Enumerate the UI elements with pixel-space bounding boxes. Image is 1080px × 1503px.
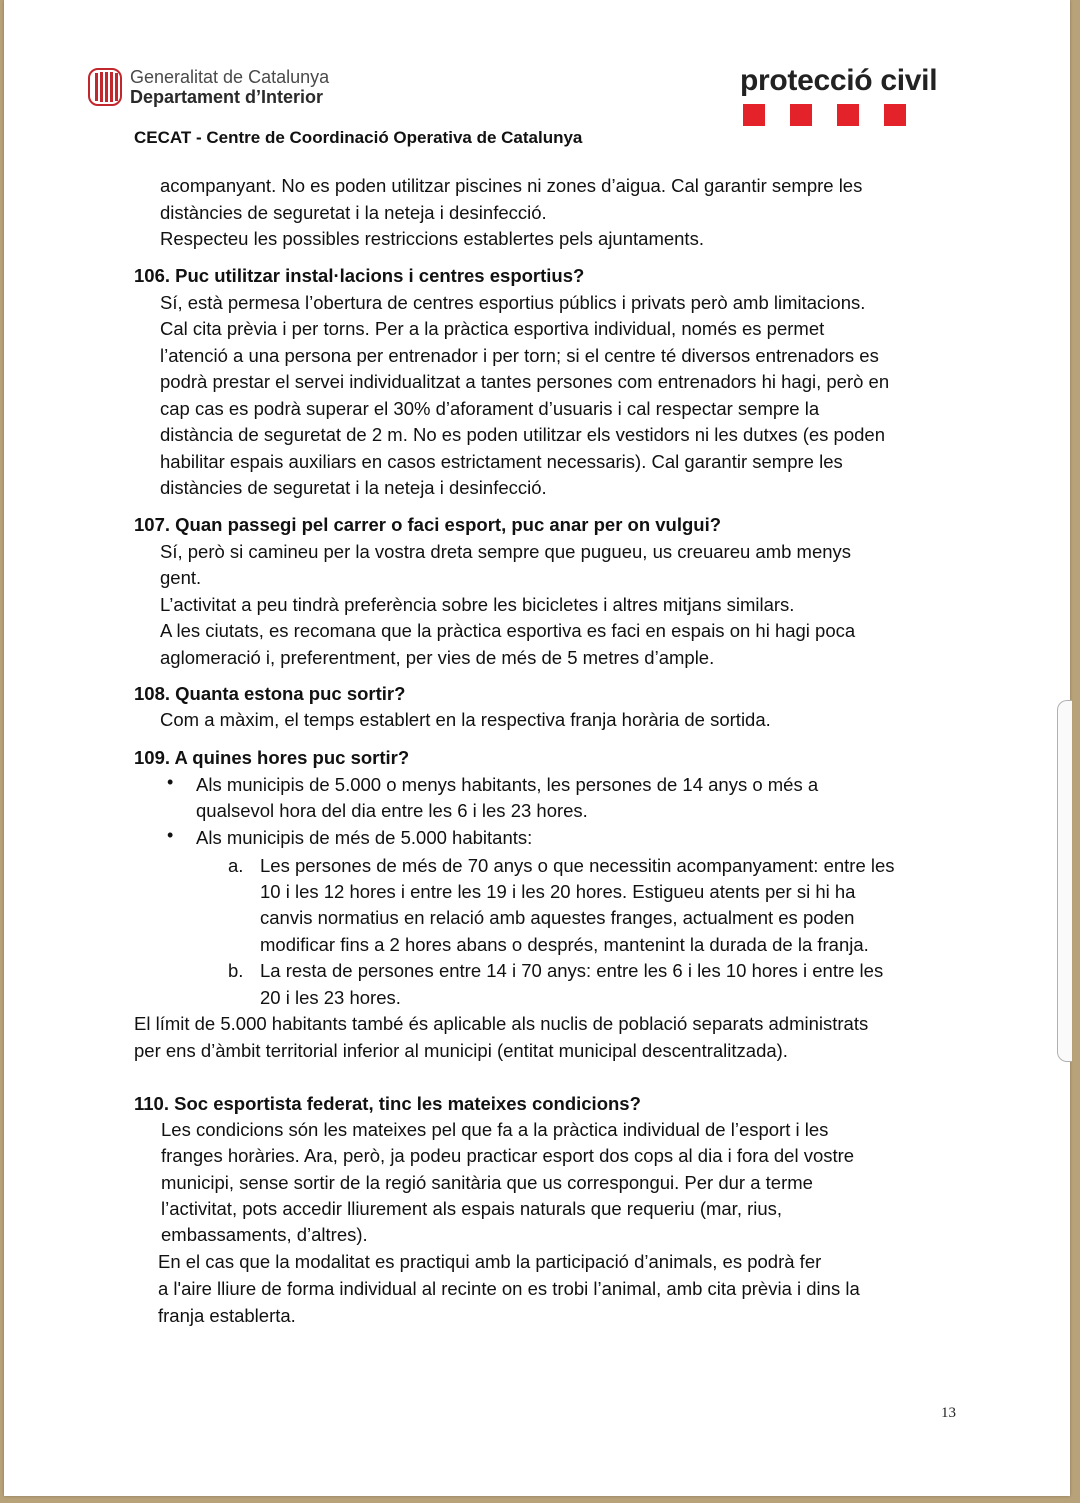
answer-line: podrà prestar el servei individualitzat a tantes persones com entrenadors hi hagi, però en [160, 371, 890, 392]
answer-line: embassaments, d’altres). [161, 1224, 368, 1245]
generalitat-name: Generalitat de Catalunya [130, 67, 330, 87]
answer-line: A les ciutats, es recomana que la pràctica esportiva es faci en espais on hi hagi poca [160, 620, 856, 641]
proteccio-civil-title: protecció civil [740, 64, 938, 97]
proteccio-civil-logo [740, 64, 937, 126]
answer-line: cap cas es podrà superar el 30% d’aforament d’usuaris i cal respectar sempre la [160, 398, 820, 419]
answer-line: franges horàries. Ara, però, ja podeu practicar esport dos cops al dia i fora del vostre [161, 1145, 855, 1166]
list-marker-b: b. [228, 960, 244, 981]
bullet-line: Als municipis de més de 5.000 habitants: [196, 827, 533, 848]
answer-line: distància de seguretat de 2 m. No es poden utilitzar els vestidors ni les dutxes (es poden [160, 424, 885, 445]
department-name: Departament d’Interior [130, 87, 324, 107]
sublist-line: canvis normatius en relació amb aquestes franges, actualment es poden [260, 907, 855, 928]
paragraph-line: Respecteu les possibles restriccions establertes pels ajuntaments. [160, 228, 704, 249]
answer-line: l’activitat, pots accedir lliurement als espais naturals que requeriu (mar, rius, [161, 1198, 783, 1219]
question-107-title: 107. Quan passegi pel carrer o faci esport, puc anar per on vulgui? [134, 514, 722, 535]
note-line: per ens d’àmbit territorial inferior al municipi (entitat municipal descentralitzada). [134, 1040, 788, 1061]
red-square-icon [884, 104, 906, 126]
note-line: El límit de 5.000 habitants també és aplicable als nuclis de població separats administrats [134, 1013, 869, 1034]
sublist-line: 20 i les 23 hores. [260, 987, 401, 1008]
red-square-icon [837, 104, 859, 126]
red-square-icon [743, 104, 765, 126]
paragraph-line: acompanyant. No es poden utilitzar piscines ni zones d’aigua. Cal garantir sempre les [160, 175, 863, 196]
bullet-line: qualsevol hora del dia entre les 6 i les 23 hores. [196, 800, 588, 821]
generalitat-logo [88, 67, 329, 107]
answer-line: En el cas que la modalitat es practiqui amb la participació d’animals, es podrà fer [158, 1251, 822, 1272]
page-edge-tab[interactable] [1057, 700, 1072, 1062]
list-marker-a: a. [228, 855, 244, 876]
sublist-line: 10 i les 12 hores i entre les 19 i les 20 hores. Estigueu atents per si hi ha [260, 881, 856, 902]
paragraph-line: distàncies de seguretat i la neteja i desinfecció. [160, 202, 547, 223]
answer-line: Les condicions són les mateixes pel que fa a la pràctica individual de l’esport i les [161, 1119, 829, 1140]
answer-line: Cal cita prèvia i per torns. Per a la pràctica esportiva individual, només es permet [160, 318, 825, 339]
answer-line: a l'aire lliure de forma individual al recinte on es trobi l’animal, amb cita prèvia i dins la [158, 1278, 860, 1299]
answer-line: Sí, però si camineu per la vostra dreta sempre que pugueu, us creuareu amb menys [160, 541, 852, 562]
bullet-icon: • [167, 825, 174, 845]
answer-line: l’atenció a una persona per entrenador i per torn; si el centre té diversos entrenadors es [160, 345, 879, 366]
bullet-icon: • [167, 772, 174, 792]
sublist-line: La resta de persones entre 14 i 70 anys: entre les 6 i les 10 hores i entre les [260, 960, 884, 981]
question-106-title: 106. Puc utilitzar instal·lacions i centres esportius? [134, 265, 585, 286]
answer-line: L’activitat a peu tindrà preferència sobre les bicicletes i altres mitjans similars. [160, 594, 795, 615]
answer-line: Sí, està permesa l’obertura de centres esportius públics i privats però amb limitacions. [160, 292, 866, 313]
sublist-line: Les persones de més de 70 anys o que necessitin acompanyament: entre les [260, 855, 895, 876]
cecat-heading: CECAT - Centre de Coordinació Operativa de Catalunya [134, 128, 583, 147]
answer-line: municipi, sense sortir de la regió sanitària que us correspongui. Per dur a terme [161, 1172, 813, 1193]
question-109-title: 109. A quines hores puc sortir? [134, 747, 410, 768]
sublist-line: modificar fins a 2 hores abans o després, mantenint la durada de la franja. [260, 934, 869, 955]
proteccio-civil-squares [743, 104, 937, 126]
answer-line: habilitar espais auxiliars en casos estrictament necessaris). Cal garantir sempre les [160, 451, 843, 472]
bullet-line: Als municipis de 5.000 o menys habitants, les persones de 14 anys o més a [196, 774, 819, 795]
red-square-icon [790, 104, 812, 126]
document-page [4, 0, 1070, 1496]
answer-line: franja establerta. [158, 1305, 296, 1326]
answer-line: aglomeració i, preferentment, per vies de més de 5 metres d’ample. [160, 647, 715, 668]
question-110-title: 110. Soc esportista federat, tinc les mateixes condicions? [134, 1093, 641, 1114]
question-108-title: 108. Quanta estona puc sortir? [134, 683, 406, 704]
answer-line: Com a màxim, el temps establert en la respectiva franja horària de sortida. [160, 709, 771, 730]
page-number: 13 [941, 1405, 956, 1421]
answer-line: gent. [160, 567, 202, 588]
generalitat-emblem-icon [88, 68, 122, 106]
answer-line: distàncies de seguretat i la neteja i desinfecció. [160, 477, 547, 498]
